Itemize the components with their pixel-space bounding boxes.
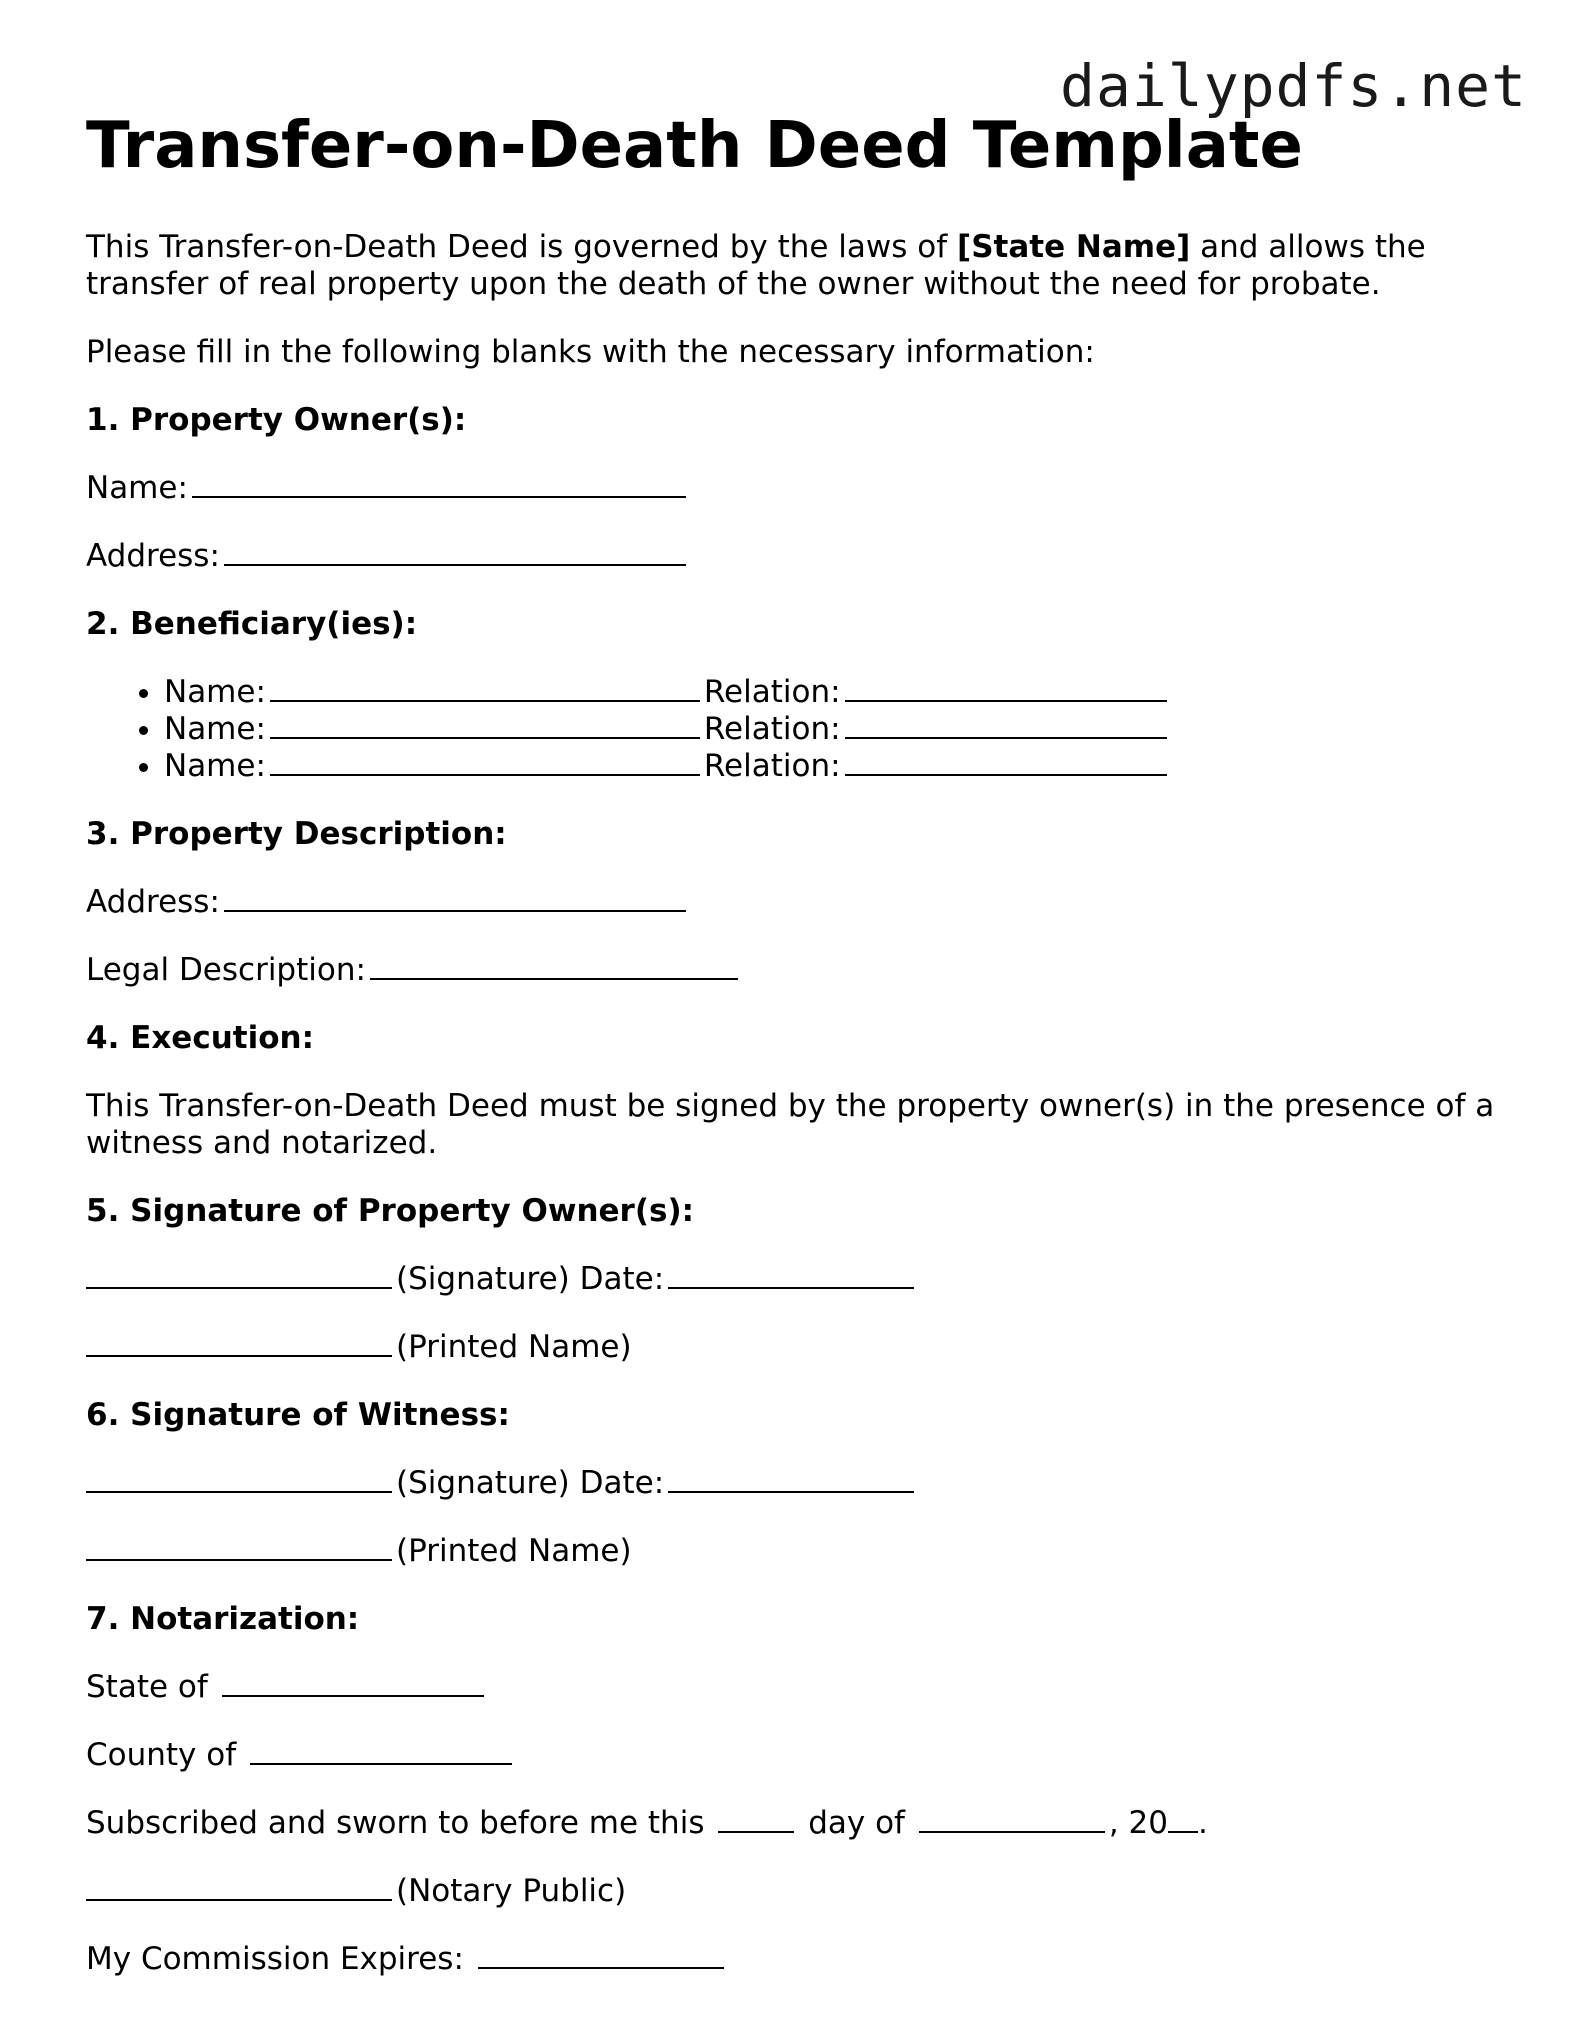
section-heading-witness-signature: 6. Signature of Witness: — [86, 1396, 510, 1433]
owner-date-blank[interactable] — [668, 1261, 914, 1289]
legal-description-label: Legal Description: — [86, 951, 366, 988]
notary-county-line — [86, 1737, 1506, 1774]
owner-address-line — [86, 538, 1506, 575]
owner-name-label: Name: — [86, 469, 188, 506]
page-title: Transfer-on-Death Deed Template — [86, 109, 1303, 183]
owner-name-blank[interactable] — [192, 470, 686, 498]
owner-signature-line — [86, 1261, 1506, 1298]
sworn-month-blank[interactable] — [919, 1805, 1105, 1833]
sworn-line — [86, 1805, 1506, 1842]
state-name-placeholder: [State Name] — [957, 228, 1191, 265]
beneficiary-name-blank[interactable] — [270, 748, 700, 776]
notary-state-line — [86, 1669, 1506, 1706]
list-item — [164, 711, 1506, 748]
owner-name-line — [86, 470, 1506, 507]
owner-printed-line — [86, 1329, 1506, 1366]
owner-address-label: Address: — [86, 537, 220, 574]
witness-printed-blank[interactable] — [86, 1533, 392, 1561]
notary-county-label: County of — [86, 1736, 237, 1773]
section-heading-beneficiaries: 2. Beneficiary(ies): — [86, 605, 418, 642]
section-heading-property: 3. Property Description: — [86, 815, 507, 852]
beneficiary-relation-label: Relation: — [703, 747, 841, 784]
section-heading-owners: 1. Property Owner(s): — [86, 401, 467, 438]
intro-paragraph — [86, 229, 1506, 303]
owner-signature-label: (Signature) Date: — [396, 1260, 665, 1297]
sworn-prefix: Subscribed and sworn to before me this — [86, 1804, 705, 1841]
beneficiary-name-blank[interactable] — [270, 711, 700, 739]
execution-text: This Transfer-on-Death Deed must be signed by the property owner(s) in the presence of a witness and notarized. — [86, 1087, 1495, 1161]
notary-state-blank[interactable] — [222, 1669, 484, 1697]
commission-label: My Commission Expires: — [86, 1940, 464, 1977]
property-address-label: Address: — [86, 883, 220, 920]
beneficiary-list — [86, 674, 1506, 785]
notary-public-blank[interactable] — [86, 1873, 392, 1901]
beneficiary-relation-blank[interactable] — [845, 748, 1167, 776]
section-heading-notarization: 7. Notarization: — [86, 1600, 360, 1637]
beneficiary-name-label: Name: — [164, 673, 266, 710]
witness-signature-blank[interactable] — [86, 1465, 392, 1493]
property-address-blank[interactable] — [224, 884, 686, 912]
property-address-line — [86, 884, 1506, 921]
witness-printed-line — [86, 1533, 1506, 1570]
beneficiary-relation-label: Relation: — [703, 673, 841, 710]
instruction-text: Please fill in the following blanks with the necessary information: — [86, 333, 1095, 370]
watermark: dailypdfs.net — [1060, 52, 1527, 120]
owner-printed-label: (Printed Name) — [396, 1328, 632, 1365]
witness-signature-label: (Signature) Date: — [396, 1464, 665, 1501]
legal-description-blank[interactable] — [370, 952, 738, 980]
legal-description-line — [86, 952, 1506, 989]
witness-date-blank[interactable] — [668, 1465, 914, 1493]
commission-line — [86, 1941, 1506, 1978]
sworn-year-prefix: , 20 — [1108, 1804, 1168, 1841]
witness-signature-line — [86, 1465, 1506, 1502]
beneficiary-name-label: Name: — [164, 710, 266, 747]
sworn-year-blank[interactable] — [1168, 1805, 1198, 1833]
witness-printed-label: (Printed Name) — [396, 1532, 632, 1569]
notary-public-line — [86, 1873, 1506, 1910]
section-heading-owner-signature: 5. Signature of Property Owner(s): — [86, 1192, 695, 1229]
document-page — [86, 108, 1506, 2009]
list-item — [164, 674, 1506, 711]
notary-county-blank[interactable] — [250, 1737, 512, 1765]
owner-address-blank[interactable] — [224, 538, 686, 566]
beneficiary-name-blank[interactable] — [270, 674, 700, 702]
notary-state-label: State of — [86, 1668, 208, 1705]
owner-signature-blank[interactable] — [86, 1261, 392, 1289]
beneficiary-relation-blank[interactable] — [845, 674, 1167, 702]
section-heading-execution: 4. Execution: — [86, 1019, 314, 1056]
intro-before: This Transfer-on-Death Deed is governed by the laws of — [86, 228, 948, 265]
intro-after: and allows the transfer of real property upon the death of the owner without the need for probate. — [86, 228, 1426, 302]
beneficiary-name-label: Name: — [164, 747, 266, 784]
sworn-mid: day of — [808, 1804, 905, 1841]
sworn-day-blank[interactable] — [718, 1805, 794, 1833]
commission-blank[interactable] — [478, 1941, 724, 1969]
owner-printed-blank[interactable] — [86, 1329, 392, 1357]
notary-public-label: (Notary Public) — [396, 1872, 627, 1909]
list-item — [164, 748, 1506, 785]
beneficiary-relation-blank[interactable] — [845, 711, 1167, 739]
beneficiary-relation-label: Relation: — [703, 710, 841, 747]
sworn-end: . — [1197, 1804, 1208, 1841]
